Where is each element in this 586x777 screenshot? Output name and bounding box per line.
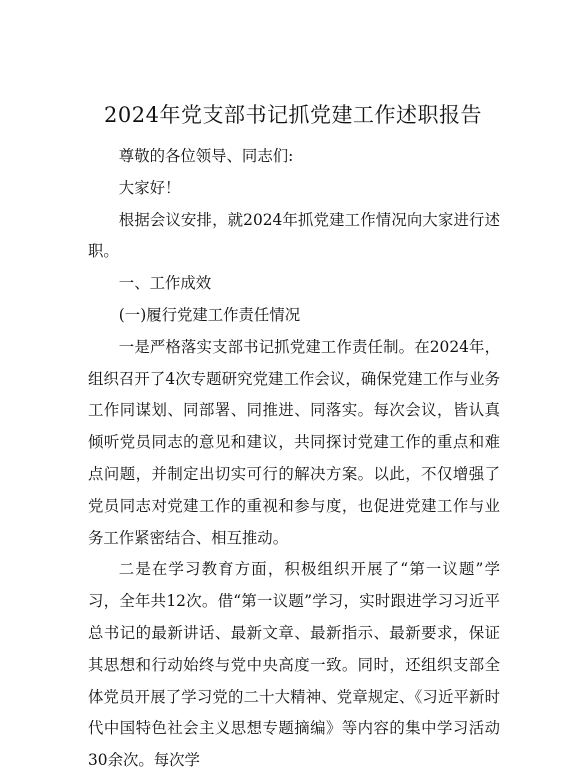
- salutation: 尊敬的各位领导、同志们:: [118, 147, 294, 165]
- intro-paragraph: 根据会议安排，就2024年抓党建工作情况向大家进行述职。: [88, 210, 500, 261]
- subsection-heading: (一)履行党建工作责任情况: [118, 305, 301, 324]
- document-body: [88, 141, 500, 777]
- paragraph-2: 二是在学习教育方面，积极组织开展了“第一议题”学习，全年共12次。借“第一议题”学习，实时跟进学习习近平总书记的最新讲话、最新文章、最新指示、最新要求，保证其思想和行动始终与党中央高度一致。同时，还组织支部全体党员开展了学习党的二十大精神、党章规定、《习近平新时代中国特色社会主义思想专题摘编》等内容的集中学习活动30余次。每次学: [88, 560, 500, 770]
- document-title: 2024年党支部书记抓党建工作述职报告: [104, 103, 482, 127]
- paragraph-1: 一是严格落实支部书记抓党建工作责任制。在2024年，组织召开了4次专题研究党建工作会议，确保党建工作与业务工作同谋划、同部署、同推进、同落实。每次会议，皆认真倾听党员同志的意见和建议，共同探讨党建工作的重点和难点问题，并制定出切实可行的解决方案。以此，不仅增强了党员同志对党建工作的重视和参与度，也促进党建工作与业务工作紧密结合、相互推动。: [88, 337, 500, 547]
- section-heading: 一、工作成效: [118, 274, 212, 293]
- greeting: 大家好！: [118, 178, 181, 197]
